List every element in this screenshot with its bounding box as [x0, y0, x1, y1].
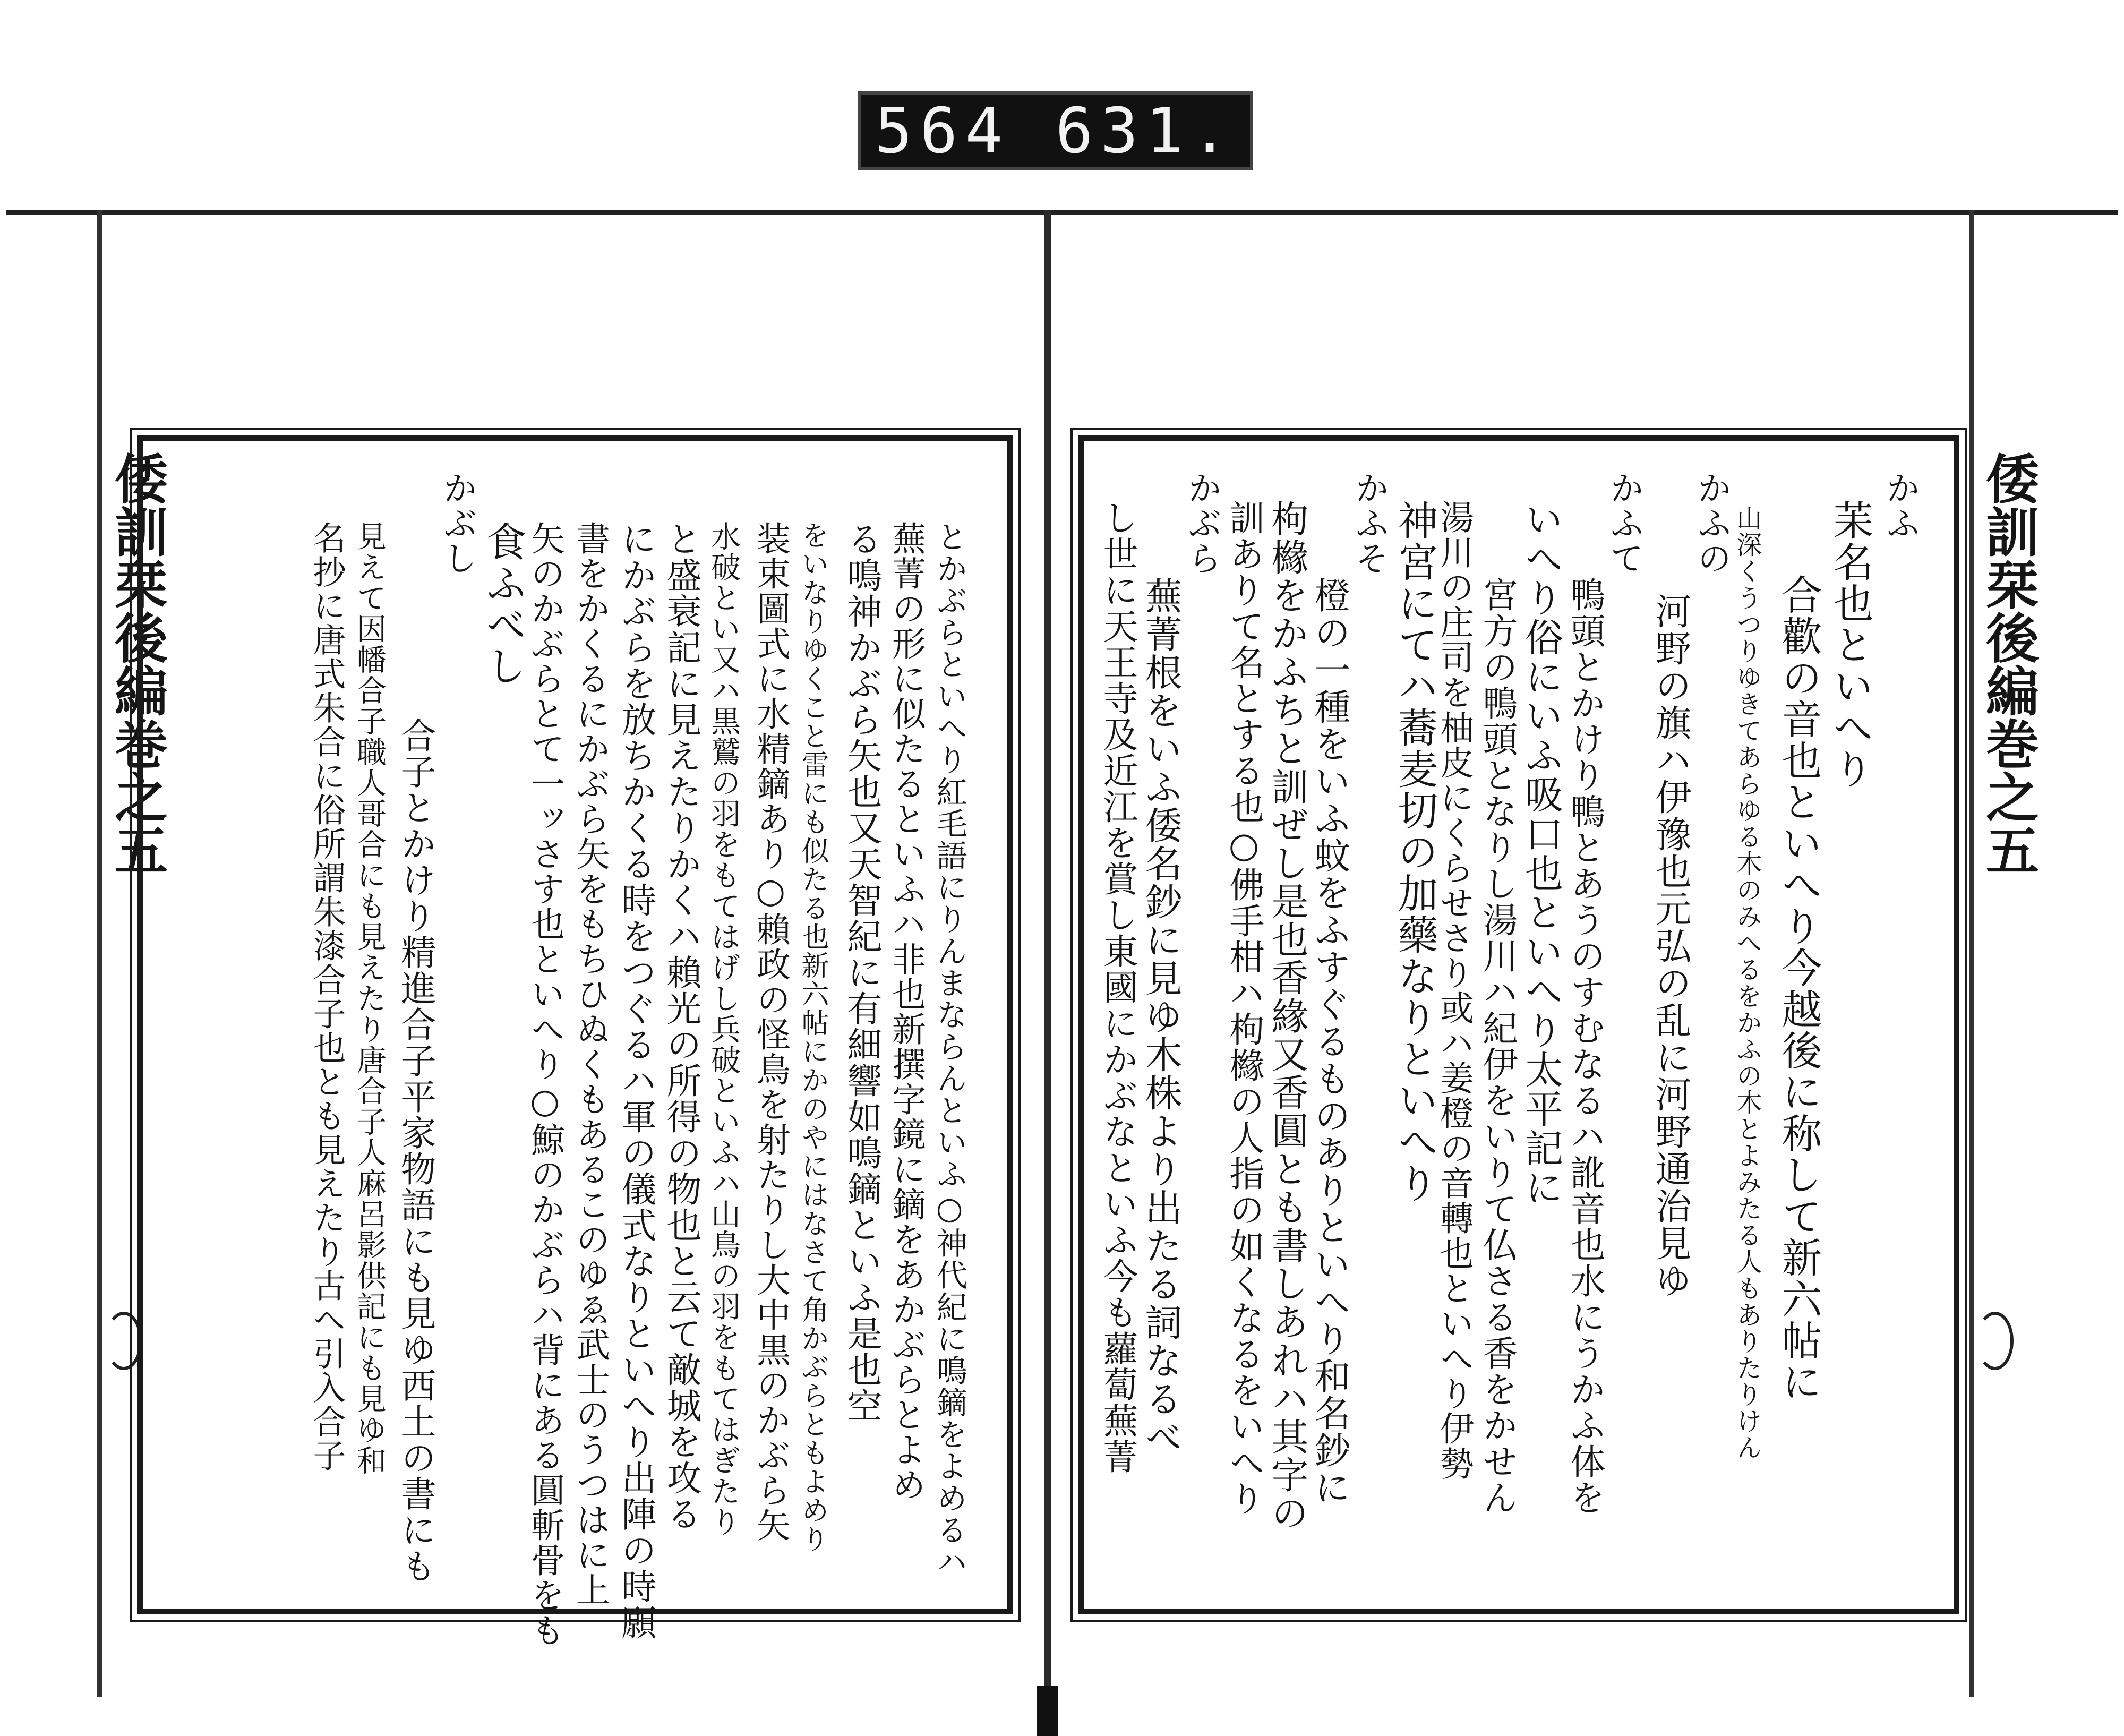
- text-column: 水破とい又ハ黒鷲の羽をもてはげし兵破といふハ山鳥の羽をもてはぎたり: [706, 521, 741, 1537]
- binding-rail-right: [1969, 210, 1974, 1697]
- text-column: をいなりゆくこと雷にも似たる也新六帖にかのやにはなさて角かぶらともよめり: [796, 521, 828, 1553]
- text-column: 苿名也といへり: [1827, 500, 1874, 790]
- text-column: とかぶらといへり紅毛語にりんまならんといふ○神代紀に鳴鏑をよめるハ: [931, 521, 967, 1578]
- text-column: 書をかくるにかぶら矢をもちひぬくもあるこのゆゑ武士のうつはに上: [570, 521, 610, 1607]
- text-column: いへり俗にいふ吸口也といへり太平記に: [1519, 500, 1563, 1207]
- text-column: 装束圖式に水精鏑あり○賴政の怪鳥を射たりし大中黒のかぶら矢: [751, 521, 790, 1543]
- text-column: 合歡の音也といへり今越後に称して新六帖に: [1775, 574, 1822, 1403]
- text-column: 河野の旗ハ伊豫也元弘の乱に河野通治見ゆ: [1649, 593, 1691, 1299]
- text-column: 宮方の鴨頭となりし湯川ハ紀伊をいりて仏さる香をかせん: [1477, 577, 1518, 1516]
- text-column: 湯川の庄司を柚皮にくらせさり或ハ姜橙の音轉也といへり伊勢: [1434, 500, 1474, 1481]
- text-column: 蕪菁根をいふ倭名鈔に見ゆ木株より出たる詞なるべ: [1139, 577, 1183, 1456]
- text-column: かぶら: [1182, 471, 1221, 576]
- text-column: 枸櫞をかふちと訓ぜし是也香緣又香圓とも書しあれハ其字の: [1265, 500, 1309, 1532]
- text-column: 食ふべし: [479, 521, 527, 687]
- left-spine-title: 倭訓栞後編巻之五: [106, 451, 168, 876]
- text-column: と盛衰記に見えたりかくハ賴光の所得の物也と云て敵城を攻る: [661, 521, 701, 1532]
- text-column: かふそ: [1349, 471, 1389, 576]
- text-column: 見えて因幡合子職人哥合にも見えたり唐合子人麻呂影供記にも見ゆ和: [352, 521, 387, 1476]
- text-column: 神宮にてハ蕎麦切の加藥なりといへり: [1391, 500, 1438, 1204]
- text-column: かふの: [1692, 471, 1731, 576]
- text-column: 蕪菁の形に似たるといふハ非也新撰字鏡に鏑をあかぶらとよめ: [886, 521, 926, 1502]
- text-column: かふ: [1880, 471, 1920, 541]
- text-column: る鳴神かぶら矢也又天智紀に有細響如鳴鏑といふ是也空: [841, 521, 882, 1424]
- binding-rail-left: [97, 210, 102, 1697]
- book-spine: [1044, 210, 1051, 1729]
- text-column: 矢のかぶらとて一ッさす也といへり○鯨のかぶらハ背にある圓斬骨をも: [525, 521, 564, 1648]
- spine-foot-marker: [1037, 1686, 1058, 1736]
- binding-rail-top: [6, 210, 2118, 215]
- right-fold-mark: [1976, 1312, 2014, 1370]
- frame-number-label: 564 631.: [858, 91, 1253, 170]
- left-page: [137, 435, 1013, 1648]
- text-column: にかぶらを放ちかくる時をつぐるハ軍の儀式なりといへり出陣の時願: [615, 521, 656, 1640]
- right-spine-title: 倭訓栞後編巻之五: [1977, 451, 2040, 876]
- text-column: 橙の一種をいふ蚊をふすぐるものありといへり和名鈔に: [1308, 577, 1350, 1506]
- text-column: かふて: [1604, 471, 1643, 576]
- text-column: 名抄に唐式朱合に俗所謂朱漆合子也とも見えたり古へ引入合子: [307, 521, 346, 1473]
- text-column: 山深くうつりゆきてあらゆる木のみへるをかふの木とよみたる人もありたりけん: [1732, 505, 1762, 1461]
- text-column: かぶし: [438, 471, 477, 576]
- text-column: 訓ありて名とする也○佛手柑ハ枸櫞の人指の如くなるをいへり: [1223, 500, 1264, 1517]
- text-column: し世に天王寺及近江を賞し東國にかぶなといふ今も蘿蔔蕪菁: [1097, 500, 1138, 1475]
- right-page: [1078, 435, 1959, 1614]
- text-column: 鴨頭とかけり鴨とあうのすむなるハ訛音也水にうかふ体を: [1564, 577, 1605, 1516]
- text-column: 合子とかけり精進合子平家物語にも見ゆ西土の書にも: [395, 717, 436, 1584]
